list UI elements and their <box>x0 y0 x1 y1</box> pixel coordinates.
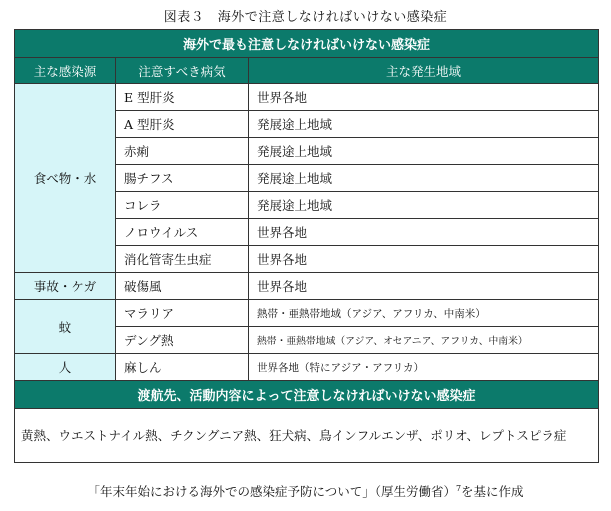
source-cell: 事故・ケガ <box>15 273 116 300</box>
region-cell: 発展途上地域 <box>249 165 599 192</box>
disease-cell: コレラ <box>116 192 249 219</box>
region-cell: 熱帯・亜熱帯地域（アジア、オセアニア、アフリカ、中南米） <box>249 327 599 354</box>
region-cell: 熱帯・亜熱帯地域（アジア、アフリカ、中南米） <box>249 300 599 327</box>
disease-cell: 麻しん <box>116 354 249 381</box>
source-cell: 蚊 <box>15 300 116 354</box>
disease-cell: 消化管寄生虫症 <box>116 246 249 273</box>
disease-cell: 破傷風 <box>116 273 249 300</box>
figure-caption: 図表３ 海外で注意しなければいけない感染症 <box>163 10 448 25</box>
table-row <box>15 273 599 300</box>
header-disease: 注意すべき病気 <box>116 58 249 84</box>
disease-cell: ノロウイルス <box>116 219 249 246</box>
disease-cell: 腸チフス <box>116 165 249 192</box>
disease-cell: マラリア <box>116 300 249 327</box>
region-cell: 発展途上地域 <box>249 111 599 138</box>
footnote-suffix: を基に作成 <box>461 484 524 499</box>
table-row <box>15 354 599 381</box>
source-cell: 食べ物・水 <box>15 84 116 273</box>
region-cell: 発展途上地域 <box>249 138 599 165</box>
region-cell: 世界各地 <box>249 84 599 111</box>
region-cell: 世界各地 <box>249 246 599 273</box>
table-title: 海外で最も注意しなければいけない感染症 <box>15 30 599 58</box>
footnote-ref: 7 <box>455 483 462 493</box>
table-row <box>15 300 599 327</box>
disease-cell: デング熱 <box>116 327 249 354</box>
region-cell: 世界各地 <box>249 273 599 300</box>
region-cell: 世界各地 <box>249 219 599 246</box>
header-region: 主な発生地域 <box>249 58 599 84</box>
region-cell: 発展途上地域 <box>249 192 599 219</box>
infection-table <box>14 29 599 463</box>
travel-section-title: 渡航先、活動内容によって注意しなければいけない感染症 <box>15 381 599 409</box>
disease-cell: 赤痢 <box>116 138 249 165</box>
header-source: 主な感染源 <box>15 58 116 84</box>
footnote-text: 「年末年始における海外での感染症予防について」（厚生労働省） <box>87 484 456 499</box>
source-cell: 人 <box>15 354 116 381</box>
table-row <box>15 84 599 111</box>
travel-diseases: 黄熱、ウエストナイル熱、チクングニア熱、狂犬病、鳥インフルエンザ、ポリオ、レプトスピラ症 <box>15 409 599 463</box>
region-cell: 世界各地（特にアジア・アフリカ） <box>249 354 599 381</box>
source-footnote <box>0 482 611 500</box>
disease-cell: A 型肝炎 <box>116 111 249 138</box>
disease-cell: E 型肝炎 <box>116 84 249 111</box>
